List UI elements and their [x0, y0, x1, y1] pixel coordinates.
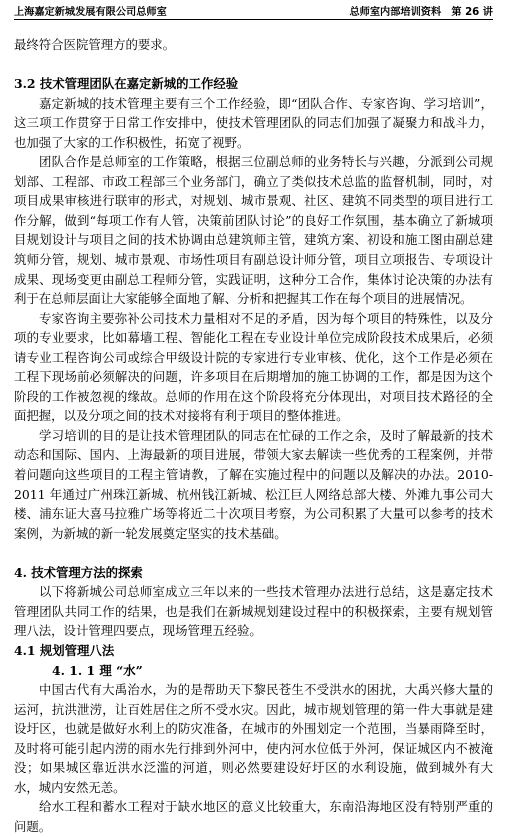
paragraph: 专家咨询主要弥补公司技术力量相对不足的矛盾，因为每个项目的特殊性，以及分项的专业要求，比如幕墙工程、智能化工程在专业设计单位完成阶段技术成果后，必须请专业工程咨询公司或综合甲级设计院的专家进行专业审核、优化，这个工作是必须在工程下现场前必须解决的问题，许多项目在后期增加的施工协调的工作，都是因为这个阶段的工作被忽视的缘故。总师的作用在这个阶段将充分体现出，对项目技术路径的全面把握，以及分项之间的技术对接将有利于项目的整体推进。	[14, 310, 493, 424]
paragraph: 嘉定新城的技术管理主要有三个工作经验，即“团队合作、专家咨询、学习培训”，这三项工作贯穿于日常工作安排中，使技术管理团队的同志们加强了凝聚力和战斗力，也加强了大家的工作积极性，拓宽了视野。	[14, 95, 493, 150]
page-header	[14, 2, 493, 18]
paragraph: 团队合作是总师室的工作策略，根据三位副总师的业务特长与兴趣，分派到公司规划部、工程部、市政工程部三个业务部门，确立了类似技术总监的监督机制，同时，对项目成果审核进行联审的形式，对规划、城市景观、社区、建筑不同类型的项目进行工作分解，做到“每项工作有人管，决策前团队讨论”的良好工作氛围，基本确立了新城项目规划设计与项目之间的技术协调由总建筑师主管，建筑方案、初设和施工图由副总建筑师分管，规划、城市景观、市场性项目有副总设计师分管，项目立项报告、专项设计成果、现场变更由副总工程师分管，实践证明，这种分工合作，集体讨论决策的办法有利于在总师层面让大家能够全面地了解、分析和把握其工作在每个项目的进展情况。	[14, 154, 493, 307]
spacer	[14, 543, 493, 563]
paragraph: 学习培训的目的是让技术管理团队的同志在忙碌的工作之余，及时了解最新的技术动态和国际、国内、上海最新的项目进展，带领大家去解读一些优秀的工程案例，并带着问题向这些项目的工程主管请教，了解在实施过程中的问题以及解决的办法。2010-2011 年通过广州珠江新城、杭州钱江新城、松江巨人网络总部大楼、外滩九事公司大楼、浦东证大喜马拉雅广场等将近二十次项目考察，为公司积累了大量可以参考的技术案例，为新城的新一轮发展奠定坚实的技术基础。	[14, 427, 493, 541]
paragraph: 以下将新城公司总师室成立三年以来的一些技术管理办法进行总结，这是嘉定技术管理团队共同工作的结果，也是我们在新城规划建设过程中的积极探索，主要有规划管理八法，设计管理四要点，现场管理五经验。	[14, 584, 493, 639]
section-heading: 3.2 技术管理团队在嘉定新城的工作经验	[14, 76, 239, 92]
section-heading: 4. 技术管理方法的探索	[14, 564, 143, 580]
header-rule	[14, 19, 493, 20]
paragraph: 给水工程和蓄水工程对于缺水地区的意义比较重大，东南沿海地区没有特别严重的问题。	[14, 799, 493, 834]
subsection-heading: 4.1 规划管理八法	[14, 642, 115, 658]
paragraph: 中国古代有大禹治水，为的是帮助天下黎民苍生不受洪水的困扰，大禹兴修大量的运河，抗洪泄涝，让百姓居住之所不受水灾。因此，城市规划管理的第一件大事就是建设圩区，也就是做好水利上的防灾准备，在城市的外围划定一个范围，当暴雨降至时，及时将可能引起内涝的雨水先行排到外河中，使内河水位低于外河，保证城区内不被淹没；如果城区靠近洪水泛滥的河道，则必然要建设好圩区的水利设施，做到城外有大水，城内安然无恙。	[14, 682, 493, 795]
subsubsection-heading: 4. 1. 1 理 “水”	[52, 662, 143, 678]
header-company: 上海嘉定新城发展有限公司总师室	[14, 7, 167, 18]
paragraph: 最终符合医院管理方的要求。	[14, 37, 176, 52]
header-series: 总师室内部培训资料 第 26 讲	[349, 7, 493, 18]
spacer	[14, 55, 493, 75]
document-body	[14, 35, 493, 836]
